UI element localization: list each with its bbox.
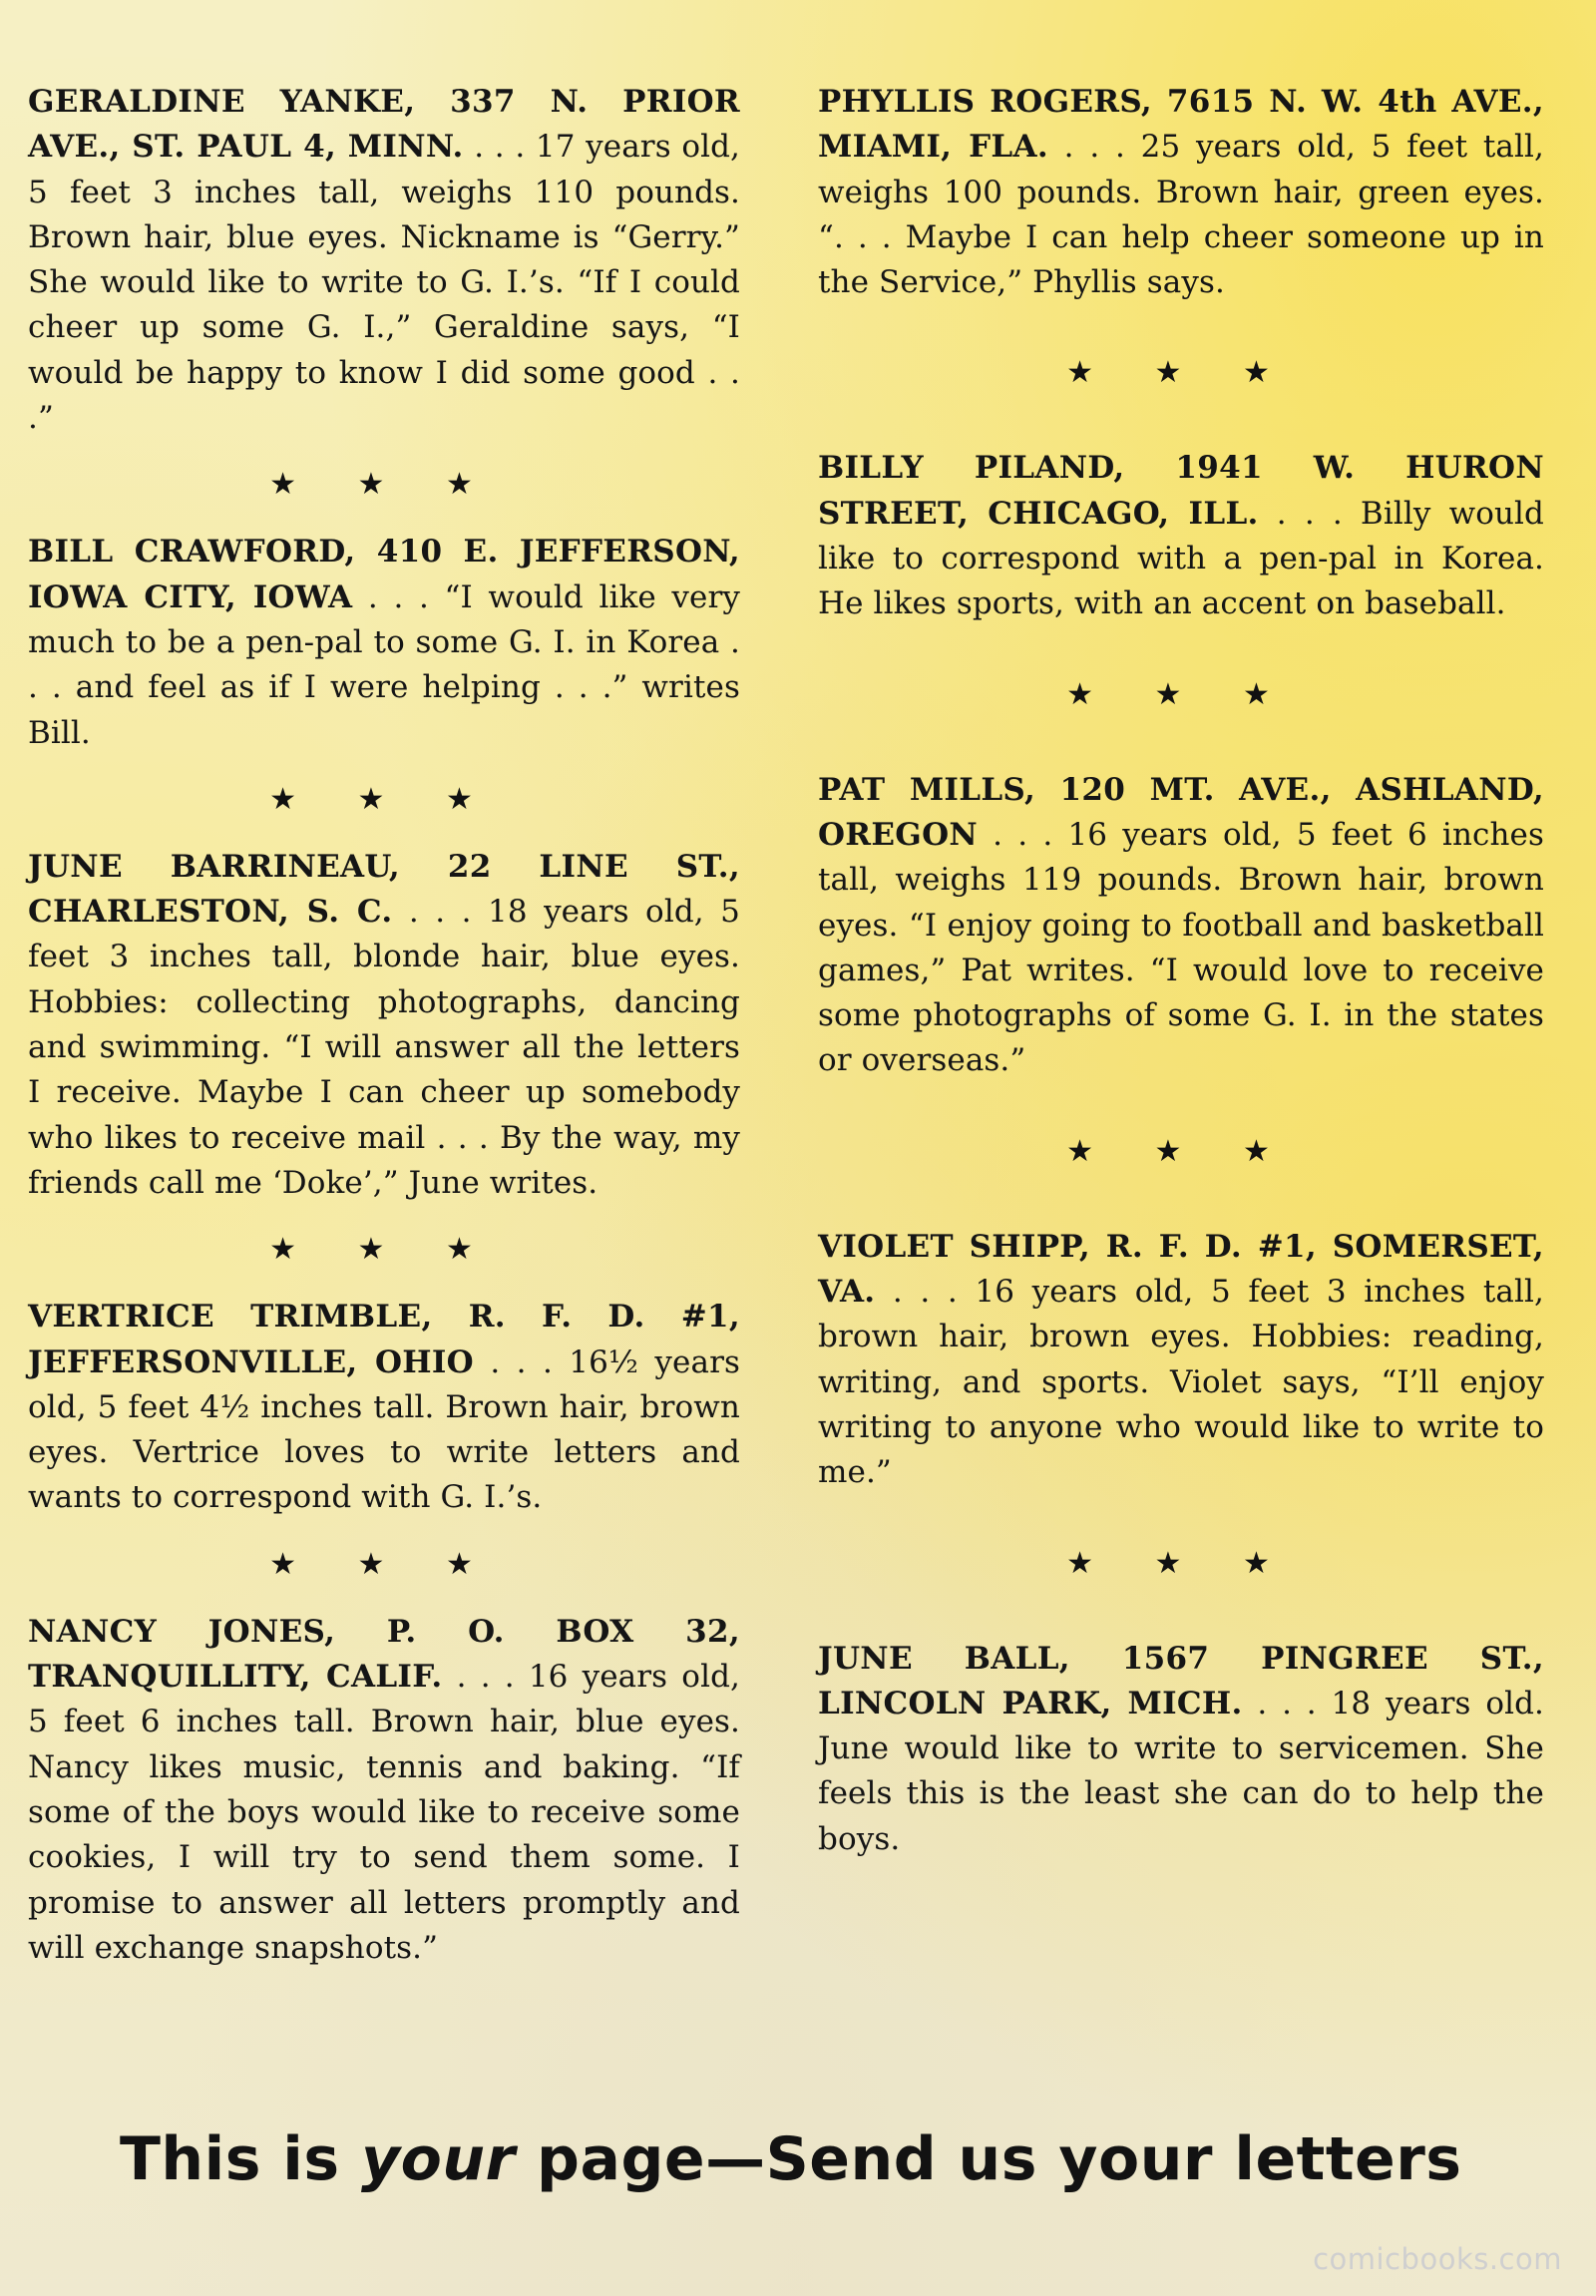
headline-start: This is (120, 2124, 361, 2194)
pen-pal-entry (818, 1225, 1544, 1496)
star-separator: ★ ★ ★ (269, 1546, 499, 1582)
entry-text: . . . 16 years old, 5 feet 6 inches tall, weighs 119 pounds. Brown hair, brown eyes. “I enjoy going to football and basketball games,” Pat writes. “I would love to receive some photographs of some G. I. in the states or overseas.” (818, 816, 1544, 1079)
entry-name: BILLY PILAND, 1941 W. HURON STREET, CHICAGO, ILL. (818, 450, 1544, 532)
pen-pal-entry (28, 80, 740, 441)
headline-emphasis: your (360, 2124, 516, 2194)
star-separator: ★ ★ ★ (269, 1232, 499, 1268)
watermark: comicbooks.com (1313, 2242, 1562, 2276)
left-column (28, 80, 740, 1971)
pen-pal-entry (28, 845, 740, 1206)
entry-name: NANCY JONES, P. O. BOX 32, TRANQUILLITY, CALIF. (28, 1613, 740, 1696)
entry-text: . . . 17 years old, 5 feet 3 inches tall, weighs 110 pounds. Brown hair, blue eyes. Nickname is “Gerry.” She would like to write to G. I.’s. “If I could cheer up some G. I.,” Geraldine says, “I would be happy to know I did some good . . .” (28, 129, 741, 437)
star-separator: ★ ★ ★ (269, 467, 499, 503)
entry-name: BILL CRAWFORD, 410 E. JEFFERSON, IOWA CITY, IOWA (28, 534, 740, 615)
entry-text: . . . 18 years old, 5 feet 3 inches tall, blonde hair, blue eyes. Hobbies: collecting photographs, dancing and swimming. “I will answer all the letters I receive. Maybe I can cheer up somebody who likes to receive mail . . . By the way, my friends call me ‘Doke’,” June writes. (28, 894, 740, 1201)
entry-text: . . . 18 years old. June would like to write to servicemen. She feels this is the least she can do to help the boys. (818, 1685, 1544, 1857)
pen-pal-entry (818, 80, 1544, 305)
star-separator: ★ ★ ★ (1066, 1133, 1296, 1169)
right-column (818, 80, 1544, 1862)
pen-pal-entry (818, 768, 1544, 1084)
headline-end: page—Send us your letters (515, 2124, 1462, 2194)
pen-pal-entry (818, 446, 1544, 626)
entry-name: JUNE BALL, 1567 PINGREE ST., LINCOLN PARK, MICH. (818, 1640, 1544, 1722)
entry-text: . . . “I would like very much to be a pen-pal to some G. I. in Korea . . . and feel as if I were helping . . .” writes Bill. (28, 578, 740, 751)
entry-text: . . . 16 years old, 5 feet 6 inches tall. Brown hair, blue eyes. Nancy likes music, tennis and baking. “If some of the boys would like to receive some cookies, I will try to send them some. I promise to answer all letters promptly and will exchange snapshots.” (28, 1659, 740, 1966)
entry-name: JUNE BARRINEAU, 22 LINE ST., CHARLESTON, S. C. (28, 848, 740, 931)
entry-name: PHYLLIS ROGERS, 7615 N. W. 4th AVE., MIAMI, FLA. (818, 84, 1544, 166)
entry-text: . . . 16 years old, 5 feet 3 inches tall, brown hair, brown eyes. Hobbies: reading, writing, and sports. Violet says, “I’ll enjoy writing to anyone who would like to write to me.” (818, 1274, 1544, 1491)
entry-name: VIOLET SHIPP, R. F. D. #1, SOMERSET, VA. (818, 1228, 1544, 1311)
entry-text: . . . Billy would like to correspond with a pen-pal in Korea. He likes sports, with an accent on baseball. (818, 495, 1544, 622)
star-separator: ★ ★ ★ (1066, 1545, 1296, 1581)
entry-text: . . . 16½ years old, 5 feet 4½ inches tall. Brown hair, brown eyes. Vertrice loves to write letters and wants to correspond with G. I.’s. (28, 1343, 740, 1516)
entry-text: . . . 25 years old, 5 feet tall, weighs 100 pounds. Brown hair, green eyes. “. . . Maybe I can help cheer someone up in the Service,” Phyllis says. (818, 129, 1544, 301)
star-separator: ★ ★ ★ (1066, 355, 1296, 391)
pen-pal-entry (818, 1637, 1544, 1862)
page-headline (120, 2124, 1462, 2194)
pen-pal-entry (28, 1295, 740, 1520)
pen-pal-entry (28, 530, 740, 755)
entry-name: GERALDINE YANKE, 337 N. PRIOR AVE., ST. PAUL 4, MINN. (28, 84, 740, 166)
star-separator: ★ ★ ★ (269, 781, 499, 817)
entry-name: VERTRICE TRIMBLE, R. F. D. #1, JEFFERSONVILLE, OHIO (28, 1299, 740, 1380)
pen-pal-entry (28, 1610, 740, 1971)
entry-name: PAT MILLS, 120 MT. AVE., ASHLAND, OREGON (818, 771, 1544, 853)
star-separator: ★ ★ ★ (1066, 676, 1296, 712)
